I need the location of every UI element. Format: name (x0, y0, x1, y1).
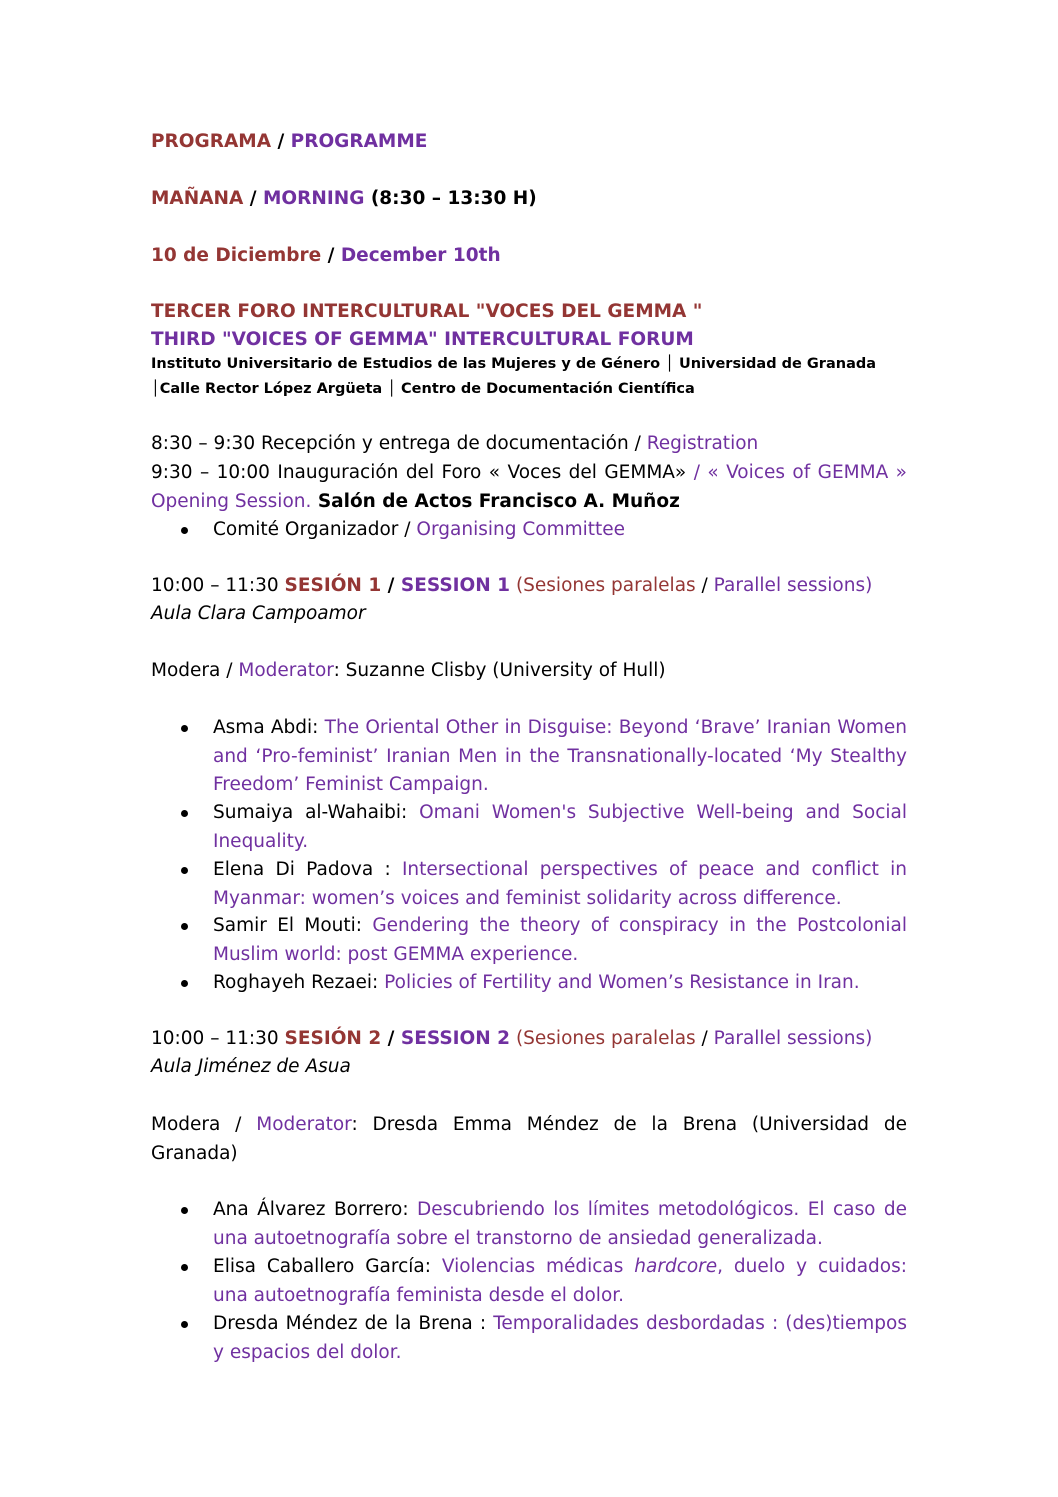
talk-item: Elisa Caballero García: Violencias médicas hardcore, duelo y cuidados: una autoetnografía feminista desde el dolor. (213, 1253, 907, 1310)
date-heading: 10 de Diciembre / December 10th (151, 245, 501, 266)
forum-title-es: TERCER FORO INTERCULTURAL "VOCES DEL GEMMA " (151, 301, 703, 322)
opening-session: 9:30 – 10:00 Inauguración del Foro « Voces del GEMMA» / « Voices of GEMMA » Opening Session. Salón de Actos Francisco A. Muñoz (151, 462, 907, 512)
session-2-room: Aula Jiménez de Asua (151, 1056, 351, 1077)
programme-heading: PROGRAMA / PROGRAMME (151, 131, 428, 152)
session-1-heading: 10:00 – 11:30 SESIÓN 1 / SESSION 1 (Sesiones paralelas / Parallel sessions) (151, 575, 873, 596)
session-1-moderator: Modera / Moderator: Suzanne Clisby (University of Hull) (151, 660, 666, 681)
session-2-moderator: Modera / Moderator: Dresda Emma Méndez de la Brena (Universidad de Granada) (151, 1114, 907, 1164)
talk-item: Samir El Mouti: Gendering the theory of conspiracy in the Postcolonial Muslim world: post GEMMA experience. (213, 912, 907, 969)
session-1-room: Aula Clara Campoamor (151, 603, 366, 624)
session-2-heading: 10:00 – 11:30 SESIÓN 2 / SESSION 2 (Sesiones paralelas / Parallel sessions) (151, 1028, 873, 1049)
talk-item: Asma Abdi: The Oriental Other in Disguise: Beyond ‘Brave’ Iranian Women and ‘Pro-feminist’ Iranian Men in the Transnationally-located ‘My Stealthy Freedom’ Feminist Campaign. (213, 714, 907, 800)
venue-line-1: Instituto Universitario de Estudios de las Mujeres y de Género │ Universidad de Granada (151, 356, 877, 372)
forum-title-en: THIRD "VOICES OF GEMMA" INTERCULTURAL FORUM (151, 329, 694, 350)
morning-heading: MAÑANA / MORNING (8:30 – 13:30 H) (151, 188, 537, 209)
talk-item: Elena Di Padova : Intersectional perspectives of peace and conflict in Myanmar: women’s voices and feminist solidarity across difference. (213, 856, 907, 913)
talk-item: Sumaiya al-Wahaibi: Omani Women's Subjective Well-being and Social Inequality. (213, 799, 907, 856)
talk-item: Dresda Méndez de la Brena : Temporalidades desbordadas : (des)tiempos y espacios del dolor. (213, 1310, 907, 1367)
committee-item: Comité Organizador / Organising Committee (213, 516, 907, 545)
venue-line-2: │Calle Rector López Argüeta │ Centro de Documentación Científica (151, 381, 695, 397)
talk-item: Roghayeh Rezaei: Policies of Fertility and Women’s Resistance in Iran. (213, 969, 907, 998)
talk-item: Ana Álvarez Borrero: Descubriendo los límites metodológicos. El caso de una autoetnografía sobre el transtorno de ansiedad generalizada. (213, 1196, 907, 1253)
registration-line: 8:30 – 9:30 Recepción y entrega de documentación / Registration (151, 433, 759, 454)
